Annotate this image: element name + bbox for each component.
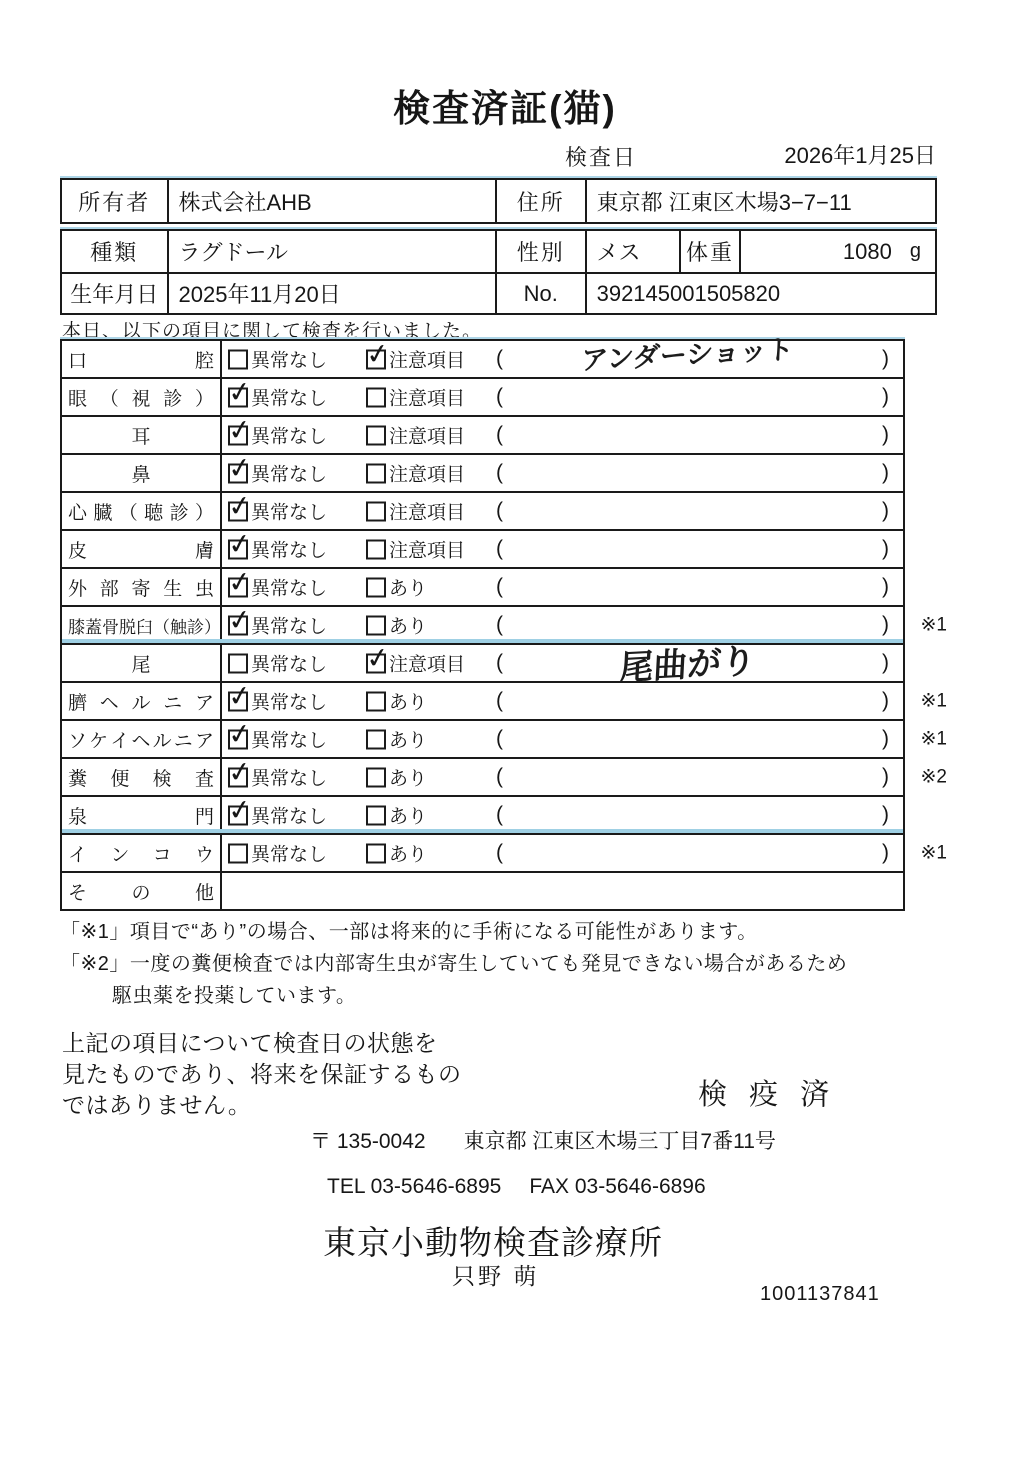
exam-item-label: [62, 873, 222, 909]
spacer: [426, 1125, 464, 1155]
checkbox-attention-icon: [366, 805, 386, 825]
exam-item-label-text: そ の 他: [68, 882, 214, 904]
option-no-abnormality: [228, 346, 327, 373]
exam-item-label-text: 心 臓 （ 聴 診 ）: [68, 502, 214, 524]
exam-item-label: [62, 683, 222, 719]
option-no-abnormality: [228, 422, 327, 449]
exam-item-content: [222, 417, 903, 453]
exam-item-label: [62, 759, 222, 795]
option-attention: [366, 498, 465, 525]
weight-label-cell: 体重: [679, 231, 739, 272]
checkbox-attention-icon: [366, 615, 386, 635]
checkbox-attention-icon: [366, 387, 386, 407]
paren-close-glyph: ): [882, 841, 889, 864]
exam-item-content: [222, 642, 903, 688]
exam-item-label-text: 耳: [131, 426, 151, 448]
exam-item-label: [62, 797, 222, 833]
clinic-address: 東京都 江東区木場三丁目7番11号: [463, 1130, 776, 1153]
clinic-name: 東京小動物検査診療所: [323, 1224, 663, 1261]
owner-value-cell: 株式会社AHB: [167, 180, 496, 222]
exam-item-label-text: 膝 蓋 骨 脱 臼 （ 触 診 ）: [68, 617, 221, 637]
paren-close-glyph: ): [882, 347, 889, 370]
paren-close-glyph: ): [882, 537, 889, 560]
checkbox-no-abnormality-icon: [228, 349, 248, 369]
checkbox-attention-icon: [366, 691, 386, 711]
owner-table: [60, 178, 937, 224]
paren-close-glyph: ): [882, 423, 889, 446]
option-attention: [366, 840, 427, 867]
footnote-mark: ※2: [920, 766, 947, 788]
breed-value-cell: ラグドール: [167, 231, 495, 272]
exam-item-label: [62, 569, 222, 605]
checkbox-attention-icon: [366, 767, 386, 787]
exam-item-content: [222, 721, 903, 757]
option-no-abnormality-label: 異常なし: [251, 426, 328, 448]
checkbox-attention-icon: [366, 425, 386, 445]
paren-close-glyph: ): [882, 765, 889, 788]
sex-value-cell: メス: [585, 231, 680, 272]
exam-item-label: [62, 341, 222, 377]
handwritten-finding: 尾曲がり: [618, 642, 757, 688]
paren-open-glyph: (: [496, 651, 503, 674]
exam-item-content: [222, 797, 903, 833]
exam-row: [62, 415, 903, 453]
paren-open-glyph: (: [496, 385, 503, 408]
exam-item-label-text: 糞 便 検 査: [68, 768, 214, 790]
footnote-line-3: 駆虫薬を投薬しています。: [112, 985, 357, 1007]
option-attention-label: あり: [389, 844, 428, 866]
option-no-abnormality: [228, 802, 327, 829]
exam-date-label: 検査日: [565, 145, 638, 170]
checkbox-attention-icon: [366, 501, 386, 521]
exam-item-label-text: イ ン コ ウ: [68, 844, 214, 866]
option-no-abnormality: [228, 612, 327, 639]
checkbox-no-abnormality-icon: [228, 767, 248, 787]
option-attention: [366, 688, 427, 715]
option-attention: [366, 384, 465, 411]
exam-item-label-text: 臍 ヘ ル ニ ア: [68, 692, 214, 714]
exam-row: [62, 871, 903, 909]
exam-item-label-text: 尾: [131, 654, 151, 676]
clinic-tel: TEL 03-5646-6895: [327, 1175, 502, 1198]
option-no-abnormality: [228, 840, 327, 867]
exam-row: [62, 833, 947, 871]
option-attention-label: あり: [389, 768, 428, 790]
option-attention-label: あり: [389, 692, 428, 714]
option-no-abnormality-label: 異常なし: [251, 616, 328, 638]
owner-row: [62, 180, 935, 222]
exam-item-label: [62, 493, 222, 529]
option-attention: [366, 802, 427, 829]
footnote-mark: ※1: [920, 728, 947, 750]
exam-row: [62, 719, 947, 757]
exam-item-content: [222, 379, 903, 415]
checkbox-no-abnormality-icon: [228, 387, 248, 407]
no-label-cell: No.: [495, 274, 585, 313]
exam-item-label: [62, 721, 222, 757]
paren-open-glyph: (: [496, 689, 503, 712]
option-attention-label: あり: [389, 730, 428, 752]
clinic-tel-line: [327, 1175, 706, 1199]
exam-item-content: [222, 835, 903, 871]
footnote-line-1: 「※1」項目で“あり”の場合、一部は将来的に手術になる可能性があります。: [60, 921, 758, 943]
weight-value: 1080: [842, 238, 892, 264]
disclaimer-line-3: ではありません。: [62, 1092, 252, 1118]
option-no-abnormality-label: 異常なし: [251, 654, 328, 676]
option-no-abnormality-label: 異常なし: [251, 502, 328, 524]
option-no-abnormality: [228, 536, 327, 563]
checkbox-no-abnormality-icon: [228, 577, 248, 597]
sex-label-cell: 性別: [495, 231, 585, 272]
breed-label-cell: 種類: [90, 240, 139, 265]
option-no-abnormality-label: 異常なし: [251, 768, 328, 790]
option-attention-label: 注意項目: [389, 426, 466, 448]
exam-item-label: [62, 455, 222, 491]
checkbox-no-abnormality-icon: [228, 501, 248, 521]
checkbox-no-abnormality-icon: [228, 805, 248, 825]
checkbox-no-abnormality-icon: [228, 729, 248, 749]
paren-close-glyph: ): [882, 575, 889, 598]
option-no-abnormality: [228, 764, 327, 791]
certificate-title: 検査済証(猫): [393, 88, 617, 129]
birth-value-cell: 2025年11月20日: [167, 274, 496, 313]
exam-item-content: [222, 873, 903, 909]
exam-item-label: [62, 645, 222, 681]
checkbox-no-abnormality-icon: [228, 425, 248, 445]
exam-row: [62, 491, 903, 529]
exam-item-label-text: ソ ケ イ ヘ ル ニ ア: [68, 730, 214, 752]
paren-open-glyph: (: [496, 347, 503, 370]
exam-item-content: [222, 334, 903, 377]
paren-open-glyph: (: [496, 613, 503, 636]
exam-item-label-text: 皮 膚: [68, 540, 214, 562]
checkbox-attention-icon: [366, 463, 386, 483]
checkbox-attention-icon: [366, 729, 386, 749]
exam-item-content: [222, 569, 903, 605]
checkbox-attention-icon: [366, 539, 386, 559]
paren-close-glyph: ): [882, 651, 889, 674]
exam-item-content: [222, 683, 903, 719]
address-value-cell: 東京都 江東区木場3−7−11: [585, 180, 935, 222]
option-attention: [366, 346, 465, 373]
checkbox-attention-icon: [366, 577, 386, 597]
option-attention: [366, 460, 465, 487]
weight-value-cell: [739, 231, 935, 272]
exam-item-content: [222, 531, 903, 567]
option-attention-label: 注意項目: [389, 540, 466, 562]
checkbox-no-abnormality-icon: [228, 653, 248, 673]
option-no-abnormality: [228, 574, 327, 601]
checkbox-attention-icon: [366, 843, 386, 863]
breed-row: [62, 231, 935, 272]
option-attention-label: あり: [389, 616, 428, 638]
option-no-abnormality-label: 異常なし: [251, 730, 328, 752]
footnotes-section: [60, 916, 847, 1012]
option-attention: [366, 764, 427, 791]
disclaimer-line-1: 上記の項目について検査日の状態を: [62, 1030, 438, 1056]
paren-open-glyph: (: [496, 841, 503, 864]
footnote-mark: ※1: [920, 842, 947, 864]
option-no-abnormality-label: 異常なし: [251, 806, 328, 828]
option-no-abnormality-label: 異常なし: [251, 388, 328, 410]
option-attention-label: あり: [389, 806, 428, 828]
option-no-abnormality-label: 異常なし: [251, 844, 328, 866]
option-no-abnormality: [228, 726, 327, 753]
exam-date-value: 2026年1月25日: [784, 143, 936, 168]
spacer: [501, 1175, 529, 1199]
checkbox-no-abnormality-icon: [228, 615, 248, 635]
option-attention: [366, 612, 427, 639]
checkbox-attention-icon: [366, 349, 386, 369]
exam-row: [62, 453, 903, 491]
weight-unit: g: [909, 240, 921, 262]
paren-open-glyph: (: [496, 803, 503, 826]
exam-item-label-text: 鼻: [131, 464, 151, 486]
exam-row: [62, 529, 903, 567]
exam-item-label-text: 外 部 寄 生 虫: [68, 578, 214, 600]
option-attention: [366, 650, 465, 677]
exam-row: [62, 334, 903, 377]
disclaimer-text: [62, 1028, 462, 1121]
exam-item-label: [62, 607, 222, 643]
clinic-postal-code: 〒 135-0042: [310, 1130, 426, 1153]
paren-open-glyph: (: [496, 423, 503, 446]
exam-item-label-text: 泉 門: [68, 806, 214, 828]
exam-item-label: [62, 379, 222, 415]
option-attention-label: 注意項目: [389, 350, 466, 372]
option-no-abnormality-label: 異常なし: [251, 692, 328, 714]
paren-open-glyph: (: [496, 727, 503, 750]
footnote-line-2: 「※2」一度の糞便検査では内部寄生虫が寄生していても発見できない場合があるため: [60, 953, 848, 975]
intro-sentence: 本日、以下の項目に関して検査を行いました。: [62, 321, 483, 342]
paren-close-glyph: ): [882, 499, 889, 522]
exam-row: [62, 681, 947, 719]
option-no-abnormality-label: 異常なし: [251, 464, 328, 486]
paren-open-glyph: (: [496, 575, 503, 598]
veterinarian-name: 只野 萌: [452, 1263, 540, 1289]
checkbox-no-abnormality-icon: [228, 463, 248, 483]
checkbox-no-abnormality-icon: [228, 691, 248, 711]
exam-item-label: [62, 417, 222, 453]
option-attention-label: 注意項目: [389, 464, 466, 486]
paren-close-glyph: ): [882, 613, 889, 636]
option-no-abnormality-label: 異常なし: [251, 350, 328, 372]
exam-item-label-text: 口 腔: [68, 350, 214, 372]
option-no-abnormality: [228, 688, 327, 715]
exam-row: [62, 757, 947, 795]
paren-close-glyph: ): [882, 385, 889, 408]
birth-label-cell: 生年月日: [70, 282, 159, 307]
exam-row: [62, 642, 903, 688]
paren-close-glyph: ): [882, 461, 889, 484]
option-no-abnormality: [228, 460, 327, 487]
exam-row: [62, 795, 903, 833]
no-value-cell: 392145001505820: [585, 274, 935, 313]
footnote-mark: ※1: [920, 690, 947, 712]
birth-row: [62, 272, 935, 313]
quarantine-stamp: 検 疫 済: [698, 1079, 837, 1111]
paren-close-glyph: ): [882, 727, 889, 750]
document-number: 1001137841: [760, 1283, 880, 1305]
option-attention: [366, 574, 427, 601]
option-attention-label: あり: [389, 578, 428, 600]
paren-open-glyph: (: [496, 765, 503, 788]
option-attention: [366, 422, 465, 449]
exam-item-label-text: 眼 （ 視 診 ）: [68, 388, 214, 410]
exam-item-label: [62, 835, 222, 871]
paren-open-glyph: (: [496, 537, 503, 560]
address-label-cell: 住所: [495, 180, 585, 222]
clinic-postal-line: [310, 1125, 776, 1155]
exam-item-content: [222, 759, 903, 795]
paren-close-glyph: ): [882, 689, 889, 712]
option-attention-label: 注意項目: [389, 654, 466, 676]
exam-item-content: [222, 493, 903, 529]
exam-table: [60, 334, 947, 911]
exam-item-label: [62, 531, 222, 567]
paren-open-glyph: (: [496, 499, 503, 522]
pet-table: [60, 229, 937, 315]
footnote-mark: ※1: [920, 614, 947, 636]
owner-label-cell: 所有者: [78, 189, 151, 215]
option-no-abnormality: [228, 384, 327, 411]
option-no-abnormality: [228, 498, 327, 525]
clinic-fax: FAX 03-5646-6896: [529, 1175, 706, 1198]
option-no-abnormality-label: 異常なし: [251, 578, 328, 600]
exam-item-content: [222, 455, 903, 491]
checkbox-no-abnormality-icon: [228, 843, 248, 863]
handwritten-finding: アンダーショット: [580, 334, 795, 376]
paren-open-glyph: (: [496, 461, 503, 484]
checkbox-attention-icon: [366, 653, 386, 673]
exam-row: [62, 377, 903, 415]
option-attention: [366, 536, 465, 563]
option-attention-label: 注意項目: [389, 388, 466, 410]
option-no-abnormality: [228, 650, 327, 677]
paren-close-glyph: ): [882, 803, 889, 826]
option-attention-label: 注意項目: [389, 502, 466, 524]
option-attention: [366, 726, 427, 753]
exam-row: [62, 567, 903, 605]
disclaimer-line-2: 見たものであり、将来を保証するもの: [62, 1061, 462, 1087]
checkbox-no-abnormality-icon: [228, 539, 248, 559]
option-no-abnormality-label: 異常なし: [251, 540, 328, 562]
